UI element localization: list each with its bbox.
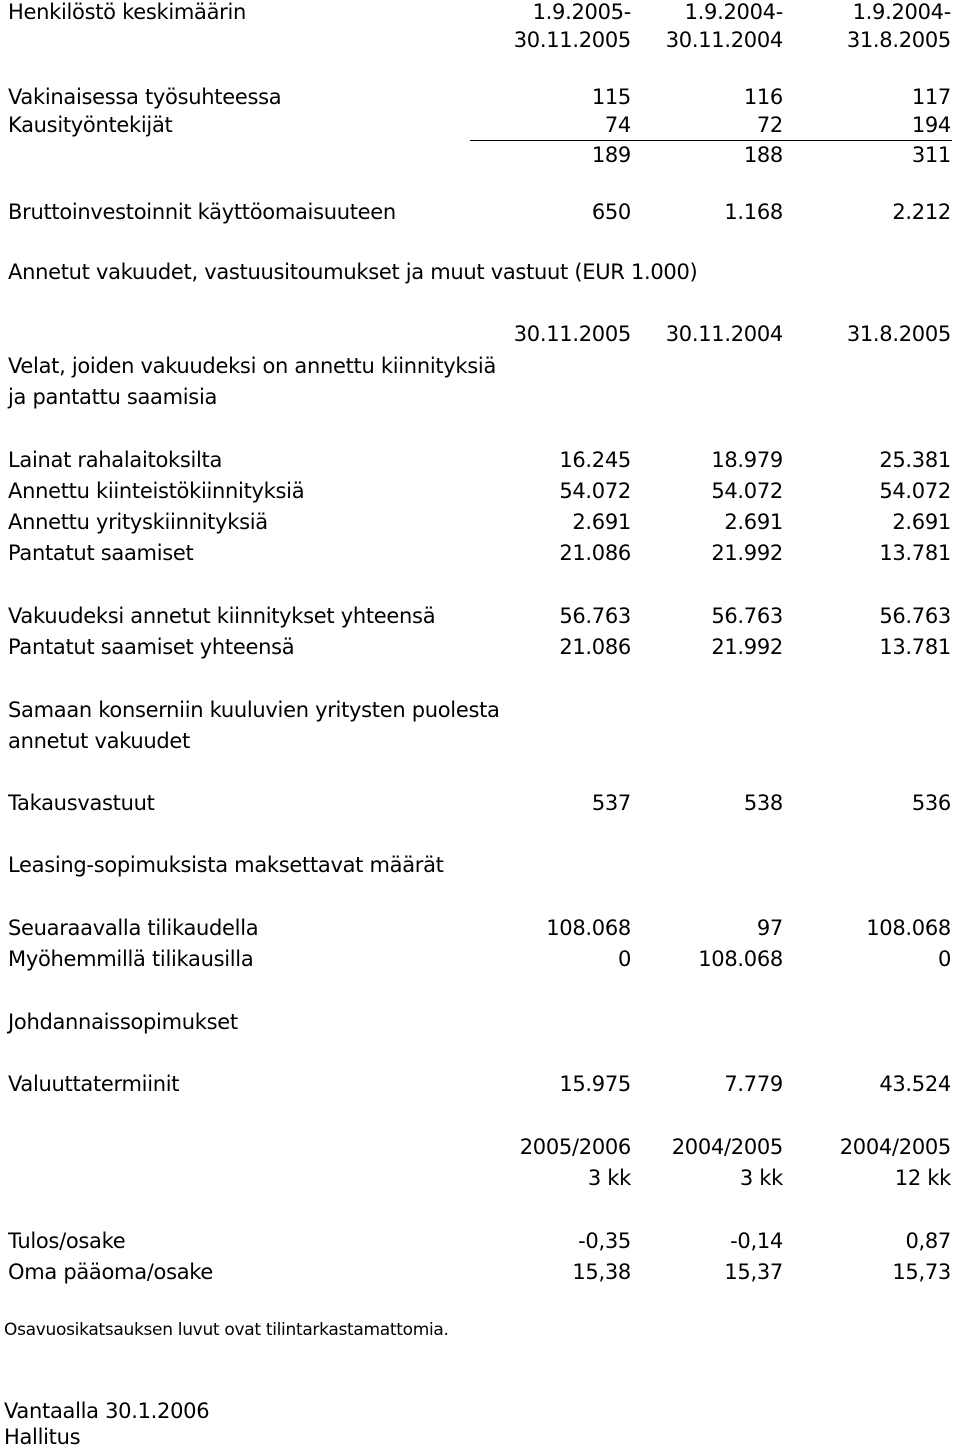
- personnel-header-3-line2: 31.8.2005: [846, 28, 951, 52]
- cell-pledged-receivables-2: 21.992: [711, 541, 783, 565]
- cell-mortgages-total-2: 56.763: [711, 604, 783, 628]
- cell-investments-2: 1.168: [724, 200, 783, 224]
- row-label-pledged-total: Pantatut saamiset yhteensä: [8, 635, 295, 659]
- cell-currency-forwards-3: 43.524: [879, 1072, 951, 1096]
- cell-pledged-receivables-3: 13.781: [879, 541, 951, 565]
- cell-loans-3: 25.381: [879, 448, 951, 472]
- row-label-permanent: Vakinaisessa työsuhteessa: [8, 85, 282, 109]
- cell-loans-1: 16.245: [559, 448, 631, 472]
- key-figures-header-1-line2: 3 kk: [587, 1166, 631, 1190]
- cell-personnel-total-3: 311: [911, 143, 951, 167]
- key-figures-header-2-line2: 3 kk: [739, 1166, 783, 1190]
- guarantees-header-1: 30.11.2005: [513, 322, 631, 346]
- cell-pledged-total-3: 13.781: [879, 635, 951, 659]
- cell-seasonal-1: 74: [604, 113, 631, 137]
- cell-property-mortgages-3: 54.072: [879, 479, 951, 503]
- cell-guarantee-liabilities-2: 538: [743, 791, 783, 815]
- cell-seasonal-3: 194: [911, 113, 951, 137]
- row-label-property-mortgages: Annettu kiinteistökiinnityksiä: [8, 479, 305, 503]
- cell-property-mortgages-1: 54.072: [559, 479, 631, 503]
- row-label-currency-forwards: Valuuttatermiinit: [8, 1072, 180, 1096]
- row-label-guarantee-liabilities: Takausvastuut: [8, 791, 155, 815]
- personnel-header-1-line2: 30.11.2005: [513, 28, 631, 52]
- cell-pledged-total-1: 21.086: [559, 635, 631, 659]
- cell-next-period-3: 108.068: [866, 916, 951, 940]
- key-figures-header-1-line1: 2005/2006: [519, 1135, 631, 1159]
- cell-permanent-1: 115: [591, 85, 631, 109]
- cell-pledged-total-2: 21.992: [711, 635, 783, 659]
- footnote: Osavuosikatsauksen luvut ovat tilintarkastamattomia.: [4, 1320, 449, 1340]
- cell-later-periods-2: 108.068: [698, 947, 783, 971]
- row-label-seasonal: Kausityöntekijät: [8, 113, 173, 137]
- personnel-header-1-line1: 1.9.2005-: [532, 0, 631, 24]
- row-label-later-periods: Myöhemmillä tilikausilla: [8, 947, 254, 971]
- row-label-business-mortgages: Annettu yrityskiinnityksiä: [8, 510, 268, 534]
- signature-signer: Hallitus: [4, 1425, 81, 1449]
- cell-eps-3: 0,87: [905, 1229, 951, 1253]
- cell-currency-forwards-1: 15.975: [559, 1072, 631, 1096]
- cell-seasonal-2: 72: [756, 113, 783, 137]
- cell-loans-2: 18.979: [711, 448, 783, 472]
- cell-eps-1: -0,35: [578, 1229, 631, 1253]
- group-guarantees-title-line2: annetut vakuudet: [8, 729, 190, 753]
- row-label-investments: Bruttoinvestoinnit käyttöomaisuuteen: [8, 200, 396, 224]
- personnel-header-2-line2: 30.11.2004: [665, 28, 783, 52]
- key-figures-header-3-line2: 12 kk: [894, 1166, 951, 1190]
- row-label-mortgages-total: Vakuudeksi annetut kiinnitykset yhteensä: [8, 604, 436, 628]
- row-label-loans: Lainat rahalaitoksilta: [8, 448, 223, 472]
- cell-later-periods-1: 0: [617, 947, 631, 971]
- guarantees-header-2: 30.11.2004: [665, 322, 783, 346]
- group-guarantees-title-line1: Samaan konserniin kuuluvien yritysten puolesta: [8, 698, 500, 722]
- guarantees-title: Annetut vakuudet, vastuusitoumukset ja muut vastuut (EUR 1.000): [8, 260, 698, 284]
- cell-eps-2: -0,14: [730, 1229, 783, 1253]
- cell-currency-forwards-2: 7.779: [724, 1072, 783, 1096]
- key-figures-header-2-line1: 2004/2005: [671, 1135, 783, 1159]
- cell-guarantee-liabilities-3: 536: [911, 791, 951, 815]
- cell-business-mortgages-2: 2.691: [724, 510, 783, 534]
- cell-equity-per-share-2: 15,37: [724, 1260, 783, 1284]
- row-label-equity-per-share: Oma pääoma/osake: [8, 1260, 214, 1284]
- personnel-header-3-line1: 1.9.2004-: [852, 0, 951, 24]
- key-figures-header-3-line1: 2004/2005: [839, 1135, 951, 1159]
- cell-personnel-total-1: 189: [591, 143, 631, 167]
- cell-pledged-receivables-1: 21.086: [559, 541, 631, 565]
- cell-next-period-1: 108.068: [546, 916, 631, 940]
- personnel-header-2-line1: 1.9.2004-: [684, 0, 783, 24]
- guarantees-header-3: 31.8.2005: [846, 322, 951, 346]
- cell-next-period-2: 97: [756, 916, 783, 940]
- cell-permanent-2: 116: [743, 85, 783, 109]
- row-label-eps: Tulos/osake: [8, 1229, 126, 1253]
- leasing-title: Leasing-sopimuksista maksettavat määrät: [8, 853, 444, 877]
- cell-business-mortgages-3: 2.691: [892, 510, 951, 534]
- cell-personnel-total-2: 188: [743, 143, 783, 167]
- row-label-next-period: Seuaraavalla tilikaudella: [8, 916, 259, 940]
- cell-equity-per-share-1: 15,38: [572, 1260, 631, 1284]
- cell-equity-per-share-3: 15,73: [892, 1260, 951, 1284]
- personnel-title: Henkilöstö keskimäärin: [8, 0, 247, 24]
- cell-mortgages-total-3: 56.763: [879, 604, 951, 628]
- cell-property-mortgages-2: 54.072: [711, 479, 783, 503]
- sum-underline: [470, 140, 952, 141]
- row-label-pledged-receivables: Pantatut saamiset: [8, 541, 194, 565]
- cell-permanent-3: 117: [911, 85, 951, 109]
- guarantees-subtitle-line2: ja pantattu saamisia: [8, 385, 218, 409]
- derivatives-title: Johdannaissopimukset: [8, 1010, 238, 1034]
- cell-guarantee-liabilities-1: 537: [591, 791, 631, 815]
- cell-mortgages-total-1: 56.763: [559, 604, 631, 628]
- cell-investments-3: 2.212: [892, 200, 951, 224]
- signature-place-date: Vantaalla 30.1.2006: [4, 1399, 210, 1423]
- guarantees-subtitle-line1: Velat, joiden vakuudeksi on annettu kiinnityksiä: [8, 354, 497, 378]
- cell-investments-1: 650: [591, 200, 631, 224]
- cell-later-periods-3: 0: [937, 947, 951, 971]
- cell-business-mortgages-1: 2.691: [572, 510, 631, 534]
